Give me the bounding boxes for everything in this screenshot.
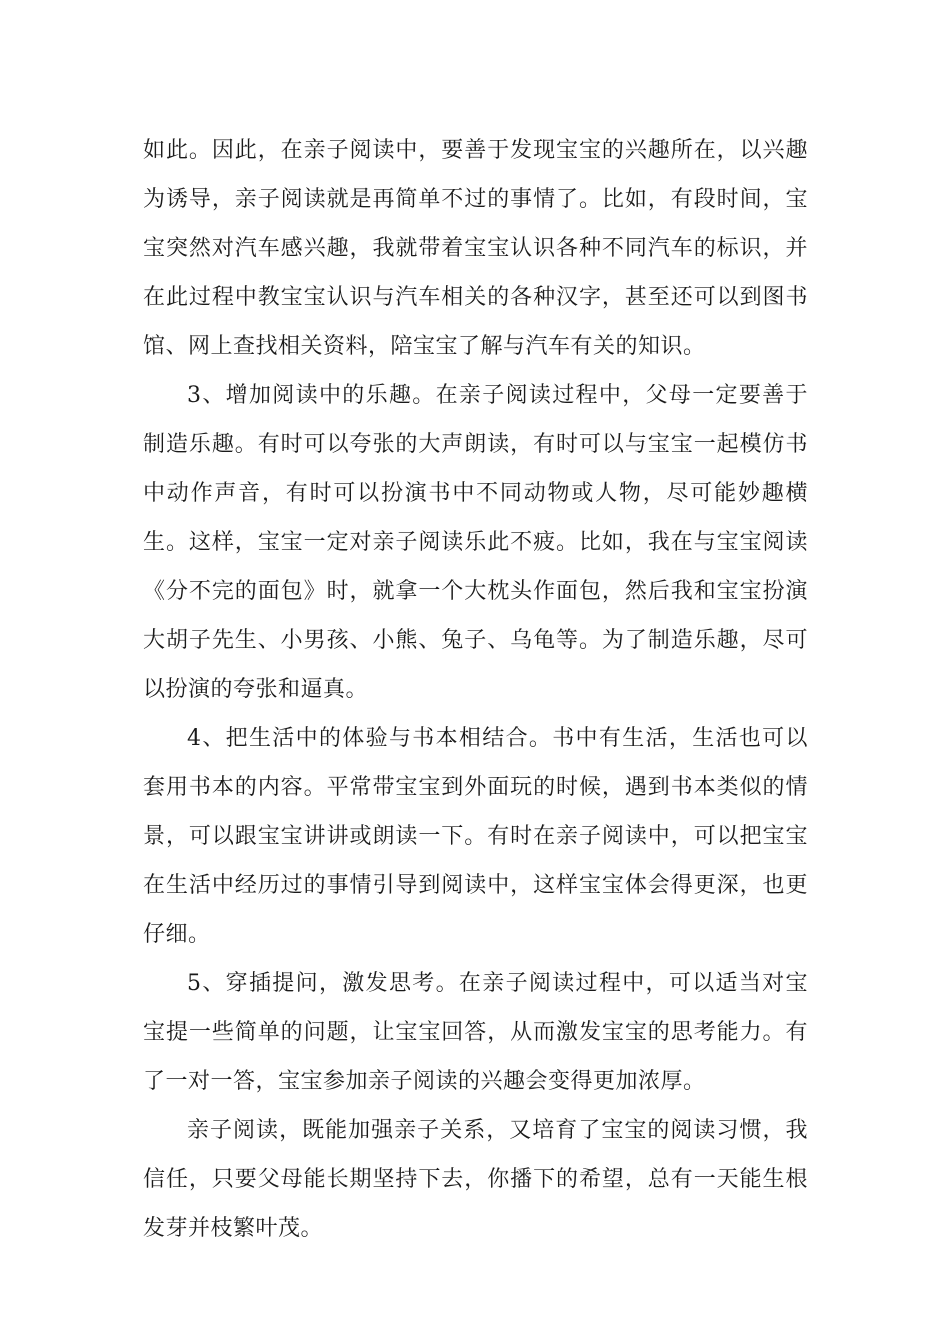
paragraph-continuation: 如此。因此，在亲子阅读中，要善于发现宝宝的兴趣所在，以兴趣为诱导，亲子阅读就是再简单不过的事情了。比如，有段时间，宝宝突然对汽车感兴趣，我就带着宝宝认识各种不同汽车的标识，并在此过程中教宝宝认识与汽车相关的各种汉字，甚至还可以到图书馆、网上查找相关资料，陪宝宝了解与汽车有关的知识。 — [143, 138, 808, 359]
paragraph-conclusion: 亲子阅读，既能加强亲子关系，又培育了宝宝的阅读习惯，我信任，只要父母能长期坚持下去，你播下的希望，总有一天能生根发芽并枝繁叶茂。 — [143, 1118, 808, 1241]
paragraph-tip-3: 3、增加阅读中的乐趣。在亲子阅读过程中，父母一定要善于制造乐趣。有时可以夸张的大声朗读，有时可以与宝宝一起模仿书中动作声音，有时可以扮演书中不同动物或人物，尽可能妙趣横生。这样，宝宝一定对亲子阅读乐此不疲。比如，我在与宝宝阅读《分不完的面包》时，就拿一个大枕头作面包，然后我和宝宝扮演大胡子先生、小男孩、小熊、兔子、乌龟等。为了制造乐趣，尽可以扮演的夸张和逼真。 — [143, 383, 808, 702]
paragraph-tip-4: 4、把生活中的体验与书本相结合。书中有生活，生活也可以套用书本的内容。平常带宝宝到外面玩的时候，遇到书本类似的情景，可以跟宝宝讲讲或朗读一下。有时在亲子阅读中，可以把宝宝在生活中经历过的事情引导到阅读中，这样宝宝体会得更深，也更仔细。 — [143, 726, 808, 947]
paragraph-tip-5: 5、穿插提问，激发思考。在亲子阅读过程中，可以适当对宝宝提一些简单的问题，让宝宝回答，从而激发宝宝的思考能力。有了一对一答，宝宝参加亲子阅读的兴趣会变得更加浓厚。 — [143, 971, 808, 1094]
document-page — [143, 126, 808, 1253]
